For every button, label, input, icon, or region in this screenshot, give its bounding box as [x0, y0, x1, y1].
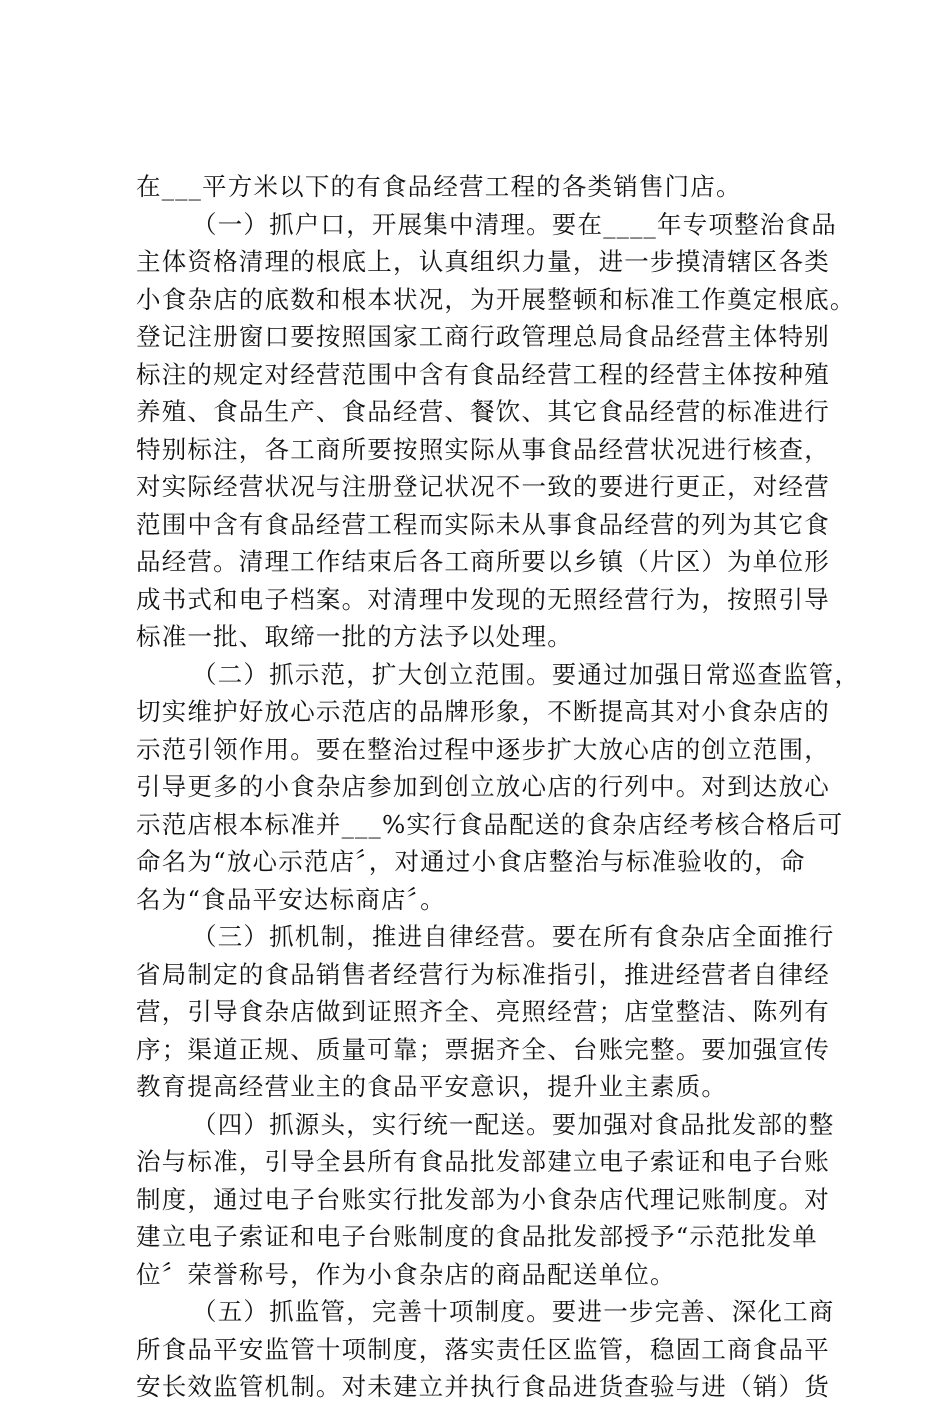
body-text — [136, 168, 861, 1406]
text-line: 命名为“放心示范店〞，对通过小食店整治与标准验收的，命 — [136, 847, 806, 876]
text-line: 名为“食品平安达标商店〞。 — [136, 884, 446, 914]
text-line: 在___平方米以下的有食品经营工程的各类销售门店。 — [136, 172, 742, 201]
text-line: 养殖、食品生产、食品经营、餐饮、其它食品经营的标准进行 — [136, 397, 830, 426]
text-line: 小食杂店的底数和根本状况，为开展整顿和标准工作奠定根底。 — [136, 284, 856, 314]
text-line: （五）抓监管，完善十项制度。要进一步完善、深化工商 — [192, 1297, 835, 1326]
text-line: 营，引导食杂店做到证照齐全、亮照经营；店堂整洁、陈列有 — [136, 997, 830, 1026]
text-line: 范围中含有食品经营工程而实际未从事食品经营的列为其它食 — [136, 509, 830, 539]
text-line: 成书式和电子档案。对清理中发现的无照经营行为，按照引导 — [136, 584, 830, 614]
text-line: （二）抓示范，扩大创立范围。要通过加强日常巡查监管， — [192, 659, 861, 689]
text-line: 示范引领作用。要在整治过程中逐步扩大放心店的创立范围， — [136, 734, 830, 764]
text-line: 序；渠道正规、质量可靠；票据齐全、台账完整。要加强宣传 — [136, 1034, 830, 1064]
text-line: 引导更多的小食杂店参加到创立放心店的行列中。对到达放心 — [136, 772, 830, 801]
text-line: 特别标注，各工商所要按照实际从事食品经营状况进行核查， — [136, 434, 830, 464]
text-line: 治与标准，引导全县所有食品批发部建立电子索证和电子台账 — [136, 1147, 830, 1176]
text-line: 建立电子索证和电子台账制度的食品批发部授予“示范批发单 — [136, 1222, 818, 1251]
text-line: 主体资格清理的根底上，认真组织力量，进一步摸清辖区各类 — [136, 247, 830, 276]
text-line: （三）抓机制，推进自律经营。要在所有食杂店全面推行 — [192, 922, 835, 951]
text-line: 示范店根本标准并___%实行食品配送的食杂店经考核合格后可 — [136, 809, 844, 839]
text-line: （四）抓源头，实行统一配送。要加强对食品批发部的整 — [192, 1109, 835, 1139]
text-line: 所食品平安监管十项制度，落实责任区监管，稳固工商食品平 — [136, 1334, 830, 1364]
text-line: 标注的规定对经营范围中含有食品经营工程的经营主体按种殖 — [136, 359, 830, 389]
text-line: 切实维护好放心示范店的品牌形象，不断提高其对小食杂店的 — [136, 697, 830, 726]
text-line: 登记注册窗口要按照国家工商行政管理总局食品经营主体特别 — [136, 322, 830, 351]
text-line: 标准一批、取缔一批的方法予以处理。 — [136, 622, 573, 651]
text-line: 制度，通过电子台账实行批发部为小食杂店代理记账制度。对 — [136, 1184, 830, 1214]
text-line: （一）抓户口，开展集中清理。要在____年专项整治食品 — [192, 209, 837, 239]
text-line: 对实际经营状况与注册登记状况不一致的要进行更正，对经营 — [136, 472, 830, 501]
text-line: 安长效监管机制。对未建立并执行食品进货查验与进（销）货 — [136, 1372, 830, 1401]
text-line: 位〞荣誉称号，作为小食杂店的商品配送单位。 — [136, 1259, 676, 1289]
text-line: 教育提高经营业主的食品平安意识，提升业主素质。 — [136, 1072, 728, 1101]
text-line: 省局制定的食品销售者经营行为标准指引，推进经营者自律经 — [136, 959, 830, 989]
text-line: 品经营。清理工作结束后各工商所要以乡镇（片区）为单位形 — [136, 547, 830, 576]
